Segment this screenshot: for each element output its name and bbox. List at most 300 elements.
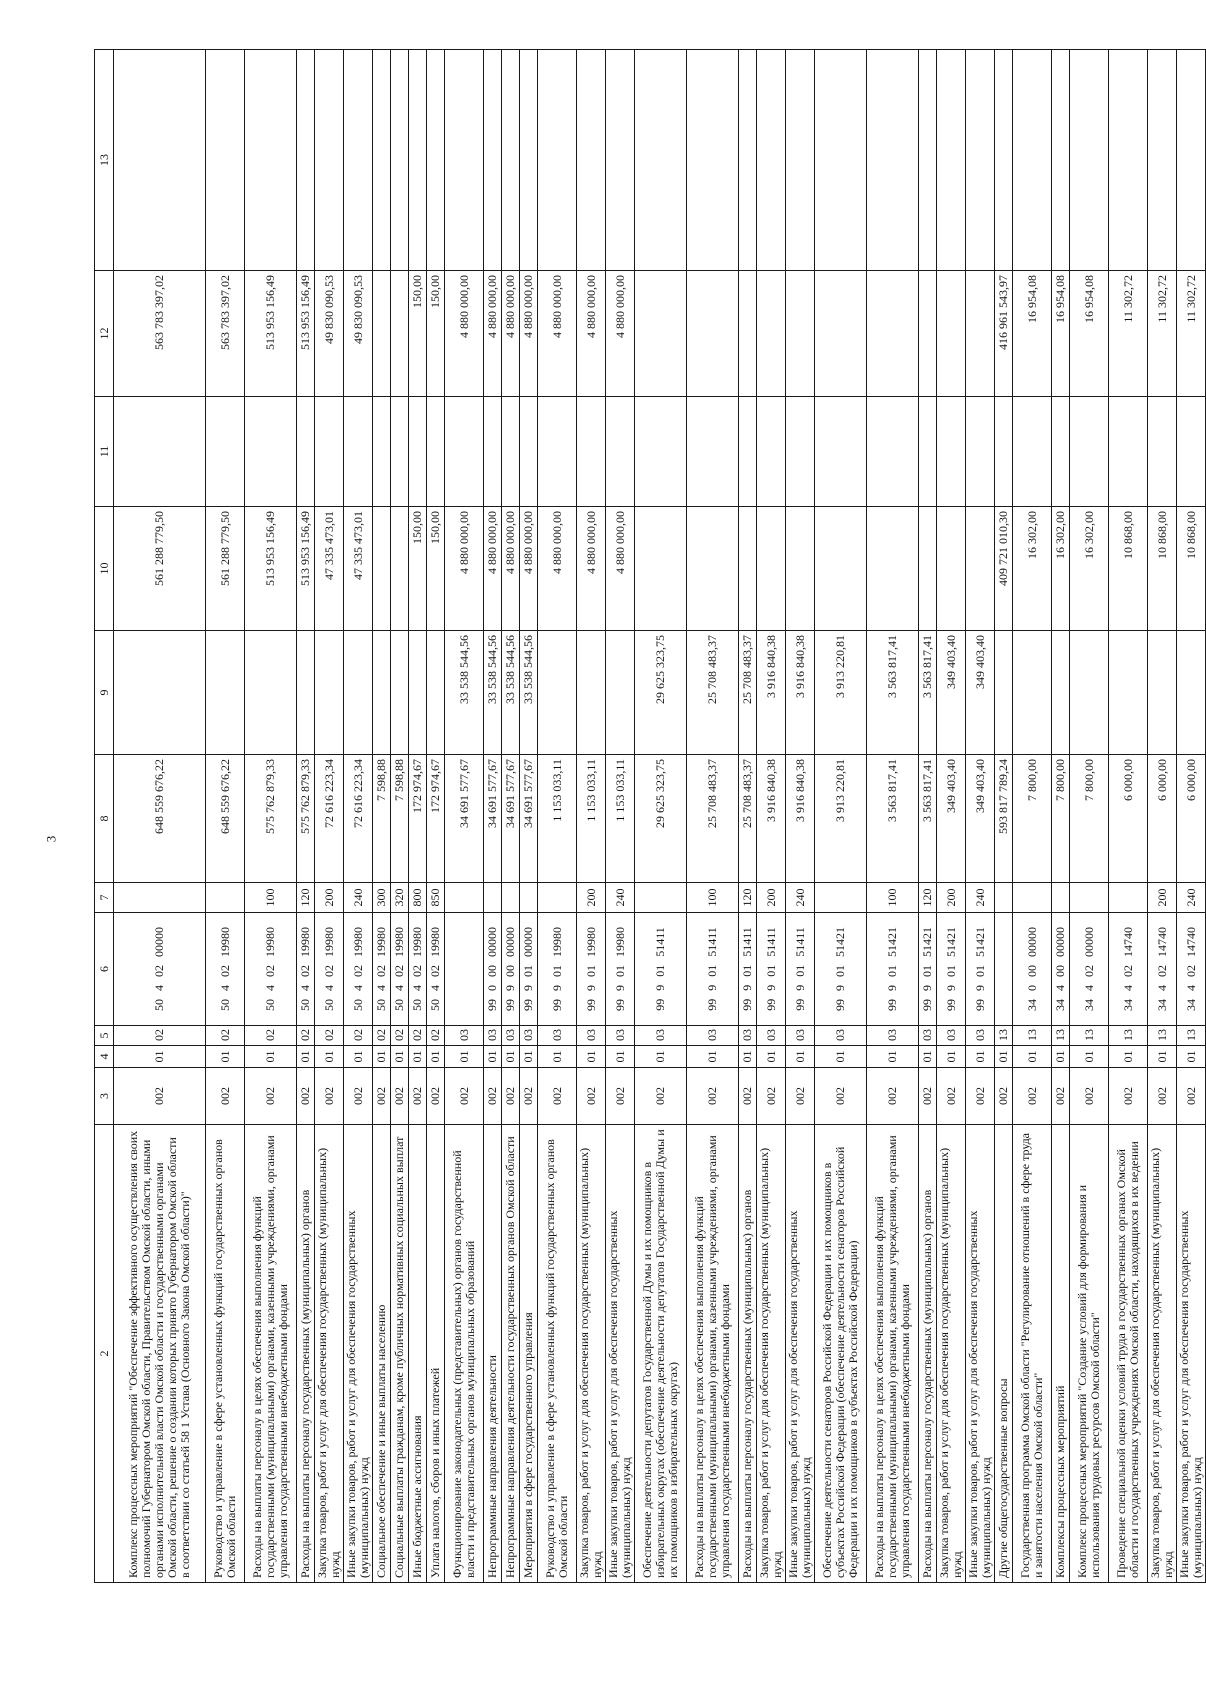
amount-col11 bbox=[409, 397, 427, 507]
csr-part: 19980 bbox=[298, 927, 312, 957]
row-name: Обеспечение деятельности депутатов Государственной Думы и их помощников в избирательных округах (обеспечение деятельности депутатов Государственной Думы и их помощников в избирательных округах) bbox=[635, 1125, 687, 1583]
csr-part: 4 bbox=[392, 985, 406, 991]
csr-part: 9 bbox=[521, 985, 535, 991]
amount-col10: 16 302,00 bbox=[1070, 507, 1109, 631]
table-row bbox=[757, 50, 786, 1583]
amount-col8: 25 708 483,37 bbox=[687, 755, 739, 883]
amount-col11 bbox=[815, 397, 867, 507]
amount-col8: 34 691 577,67 bbox=[502, 755, 520, 883]
amount-col12 bbox=[687, 271, 739, 397]
expense-type-code: 200 bbox=[1148, 883, 1177, 913]
row-name: Иные бюджетные ассигнования bbox=[409, 1125, 427, 1583]
amount-col9 bbox=[344, 631, 373, 755]
amount-col8: 172 974,67 bbox=[409, 755, 427, 883]
csr-part: 4 bbox=[1183, 985, 1198, 991]
amount-col12: 4 880 000,00 bbox=[502, 271, 520, 397]
subsection-code: 03 bbox=[484, 1026, 502, 1046]
csr-part: 34 bbox=[1120, 999, 1135, 1011]
section-code: 01 bbox=[1052, 1046, 1070, 1068]
csr-part: 99 bbox=[705, 998, 719, 1011]
amount-col10: 561 288 779,50 bbox=[114, 507, 206, 631]
expense-type-code: 320 bbox=[391, 883, 409, 913]
csr-part: 01 bbox=[583, 965, 598, 977]
csr-part: 50 bbox=[350, 999, 365, 1011]
csr-part: 19980 bbox=[612, 927, 627, 957]
subsection-code: 02 bbox=[373, 1026, 391, 1046]
row-name: Социальное обеспечение и иные выплаты населению bbox=[373, 1125, 391, 1583]
row-name: Социальные выплаты гражданам, кроме публичных нормативных социальных выплат bbox=[391, 1125, 409, 1583]
row-name: Иные закупки товаров, работ и услуг для обеспечения государственных (муниципальных) нужд bbox=[786, 1125, 815, 1583]
csr-part: 0 bbox=[1024, 985, 1039, 991]
csr-part: 51411 bbox=[740, 927, 754, 957]
csr-part: 00 bbox=[1053, 965, 1067, 977]
csr-part: 34 bbox=[1081, 999, 1096, 1011]
expense-type-code: 100 bbox=[245, 883, 297, 913]
csr-part: 02 bbox=[392, 965, 406, 977]
csr-part: 51411 bbox=[705, 927, 719, 957]
amount-col9: 25 708 483,37 bbox=[739, 631, 757, 755]
amount-col13 bbox=[1070, 50, 1109, 271]
csr-part: 02 bbox=[263, 965, 277, 977]
row-name: Расходы на выплаты персоналу в целях обеспечения выполнения функций государственными (муниципальными) органами, казенными учреждениями, органами управления государственными внебюджетными фондами bbox=[245, 1125, 297, 1583]
amount-col13 bbox=[687, 50, 739, 271]
subsection-code: 02 bbox=[297, 1026, 315, 1046]
ved-code: 002 bbox=[606, 1068, 635, 1125]
csr-part: 50 bbox=[152, 999, 166, 1011]
amount-col9: 29 625 323,75 bbox=[635, 631, 687, 755]
ved-code: 002 bbox=[1109, 1068, 1148, 1125]
target-article-code bbox=[815, 913, 867, 1026]
section-code: 01 bbox=[484, 1046, 502, 1068]
row-name: Проведение специальной оценки условий труда в государственных органах Омской области и государственных учреждениях Омской области, находящихся в их ведении bbox=[1109, 1125, 1148, 1583]
target-article-code bbox=[1148, 913, 1177, 1026]
amount-col12: 49 830 090,53 bbox=[344, 271, 373, 397]
amount-col12 bbox=[919, 271, 937, 397]
csr-part: 01 bbox=[943, 965, 958, 977]
ved-code: 002 bbox=[577, 1068, 606, 1125]
amount-col9 bbox=[373, 631, 391, 755]
amount-col10 bbox=[966, 507, 995, 631]
subsection-code: 03 bbox=[739, 1026, 757, 1046]
ved-code: 002 bbox=[206, 1068, 245, 1125]
csr-part: 02 bbox=[428, 965, 442, 977]
row-name: Расходы на выплаты персоналу в целях обеспечения выполнения функций государственными (муниципальными) органами, казенными учреждениями, органами управления государственными внебюджетными фондами bbox=[687, 1125, 739, 1583]
row-name: Непрограммные направления деятельности bbox=[484, 1125, 502, 1583]
amount-col10 bbox=[757, 507, 786, 631]
expense-type-code: 240 bbox=[344, 883, 373, 913]
csr-part: 14740 bbox=[1183, 927, 1198, 957]
target-article-code bbox=[245, 913, 297, 1026]
amount-col9 bbox=[606, 631, 635, 755]
target-article-code bbox=[114, 913, 206, 1026]
csr-part: 01 bbox=[833, 965, 847, 977]
csr-part: 51421 bbox=[885, 927, 899, 957]
expense-type-code bbox=[1070, 883, 1109, 913]
subsection-code: 13 bbox=[995, 1026, 1013, 1046]
amount-col12: 513 953 156,49 bbox=[297, 271, 315, 397]
amount-col9 bbox=[995, 631, 1013, 755]
row-name: Расходы на выплаты персоналу в целях обеспечения выполнения функций государственными (муниципальными) органами, казенными учреждениями, органами управления государственными внебюджетными фондами bbox=[867, 1125, 919, 1583]
subsection-code: 03 bbox=[635, 1026, 687, 1046]
target-article-code bbox=[1070, 913, 1109, 1026]
ved-code: 002 bbox=[786, 1068, 815, 1125]
amount-col12: 16 954,08 bbox=[1070, 271, 1109, 397]
csr-part: 9 bbox=[653, 984, 667, 991]
amount-col12 bbox=[966, 271, 995, 397]
amount-col9 bbox=[1013, 631, 1052, 755]
subsection-code: 03 bbox=[502, 1026, 520, 1046]
amount-col13 bbox=[867, 50, 919, 271]
amount-col9: 33 538 544,56 bbox=[484, 631, 502, 755]
csr-part: 02 bbox=[217, 965, 232, 977]
table-row bbox=[687, 50, 739, 1583]
subsection-code: 03 bbox=[445, 1026, 484, 1046]
section-code: 01 bbox=[520, 1046, 538, 1068]
ved-code: 002 bbox=[344, 1068, 373, 1125]
amount-col11 bbox=[373, 397, 391, 507]
section-code: 01 bbox=[739, 1046, 757, 1068]
ved-code: 002 bbox=[114, 1068, 206, 1125]
amount-col12: 563 783 397,02 bbox=[114, 271, 206, 397]
row-name: Закупка товаров, работ и услуг для обеспечения государственных (муниципальных) нужд bbox=[315, 1125, 344, 1583]
row-name: Функционирование законодательных (представительных) органов государственной власти и представительных органов муниципальных образований bbox=[445, 1125, 484, 1583]
amount-col12 bbox=[757, 271, 786, 397]
amount-col8: 72 616 223,34 bbox=[315, 755, 344, 883]
target-article-code bbox=[966, 913, 995, 1026]
amount-col8: 648 559 676,22 bbox=[206, 755, 245, 883]
ved-code: 002 bbox=[867, 1068, 919, 1125]
amount-col9: 3 916 840,38 bbox=[786, 631, 815, 755]
amount-col10: 409 721 010,30 bbox=[995, 507, 1013, 631]
section-code: 01 bbox=[409, 1046, 427, 1068]
section-code: 01 bbox=[373, 1046, 391, 1068]
csr-part: 19980 bbox=[549, 927, 564, 957]
amount-col8: 3 913 220,81 bbox=[815, 755, 867, 883]
csr-part: 02 bbox=[1120, 965, 1135, 977]
column-number: 8 bbox=[95, 755, 114, 883]
csr-part: 4 bbox=[321, 985, 336, 991]
csr-part: 19980 bbox=[321, 927, 336, 957]
table-row bbox=[520, 50, 538, 1583]
amount-col12 bbox=[635, 271, 687, 397]
csr-part: 00000 bbox=[503, 927, 517, 957]
amount-col12: 16 954,08 bbox=[1013, 271, 1052, 397]
csr-part: 50 bbox=[410, 999, 424, 1011]
amount-col9 bbox=[114, 631, 206, 755]
subsection-code: 02 bbox=[114, 1026, 206, 1046]
amount-col8: 593 817 789,24 bbox=[995, 755, 1013, 883]
table-row bbox=[1177, 50, 1206, 1583]
section-code: 01 bbox=[1070, 1046, 1109, 1068]
expense-type-code: 300 bbox=[373, 883, 391, 913]
ved-code: 002 bbox=[445, 1068, 484, 1125]
csr-part: 9 bbox=[705, 984, 719, 991]
section-code: 01 bbox=[937, 1046, 966, 1068]
target-article-code bbox=[538, 913, 577, 1026]
ved-code: 002 bbox=[373, 1068, 391, 1125]
amount-col11 bbox=[297, 397, 315, 507]
amount-col11 bbox=[502, 397, 520, 507]
amount-col11 bbox=[937, 397, 966, 507]
ved-code: 002 bbox=[245, 1068, 297, 1125]
amount-col11 bbox=[427, 397, 445, 507]
csr-part: 4 bbox=[410, 985, 424, 991]
amount-col11 bbox=[966, 397, 995, 507]
amount-col13 bbox=[757, 50, 786, 271]
amount-col10: 513 953 156,49 bbox=[297, 507, 315, 631]
row-name: Закупка товаров, работ и услуг для обеспечения государственных (муниципальных) нужд bbox=[1148, 1125, 1177, 1583]
expense-type-code bbox=[1109, 883, 1148, 913]
amount-col10 bbox=[937, 507, 966, 631]
csr-part: 51421 bbox=[943, 927, 958, 957]
amount-col10: 150,00 bbox=[409, 507, 427, 631]
ved-code: 002 bbox=[315, 1068, 344, 1125]
amount-col8: 7 800,00 bbox=[1070, 755, 1109, 883]
amount-col8: 1 153 033,11 bbox=[606, 755, 635, 883]
ved-code: 002 bbox=[815, 1068, 867, 1125]
ved-code: 002 bbox=[502, 1068, 520, 1125]
amount-col10: 4 880 000,00 bbox=[520, 507, 538, 631]
row-name: Иные закупки товаров, работ и услуг для обеспечения государственных (муниципальных) нужд bbox=[606, 1125, 635, 1583]
amount-col9: 33 538 544,56 bbox=[502, 631, 520, 755]
section-code: 01 bbox=[445, 1046, 484, 1068]
amount-col9: 3 563 817,41 bbox=[919, 631, 937, 755]
amount-col10: 47 335 473,01 bbox=[344, 507, 373, 631]
csr-part: 9 bbox=[792, 984, 807, 991]
csr-part: 50 bbox=[217, 999, 232, 1011]
amount-col12: 49 830 090,53 bbox=[315, 271, 344, 397]
amount-col13 bbox=[739, 50, 757, 271]
target-article-code bbox=[409, 913, 427, 1026]
expense-type-code: 240 bbox=[606, 883, 635, 913]
amount-col9: 33 538 544,56 bbox=[445, 631, 484, 755]
csr-part: 34 bbox=[1053, 999, 1067, 1011]
amount-col8: 7 800,00 bbox=[1013, 755, 1052, 883]
section-code: 01 bbox=[1109, 1046, 1148, 1068]
row-name: Иные закупки товаров, работ и услуг для обеспечения государственных (муниципальных) нужд bbox=[1177, 1125, 1206, 1583]
subsection-code: 02 bbox=[344, 1026, 373, 1046]
amount-col12: 11 302,72 bbox=[1148, 271, 1177, 397]
csr-part: 19980 bbox=[263, 927, 277, 957]
amount-col11 bbox=[1109, 397, 1148, 507]
row-name: Руководство и управление в сфере установленных функций государственных органов Омской области bbox=[538, 1125, 577, 1583]
ved-code: 002 bbox=[995, 1068, 1013, 1125]
amount-col9 bbox=[391, 631, 409, 755]
target-article-code bbox=[391, 913, 409, 1026]
amount-col12: 4 880 000,00 bbox=[577, 271, 606, 397]
amount-col12: 16 954,08 bbox=[1052, 271, 1070, 397]
amount-col11 bbox=[445, 397, 484, 507]
csr-part: 19980 bbox=[410, 927, 424, 957]
amount-col10 bbox=[739, 507, 757, 631]
section-code: 01 bbox=[606, 1046, 635, 1068]
expense-type-code bbox=[502, 883, 520, 913]
csr-part: 19980 bbox=[217, 927, 232, 957]
amount-col10: 4 880 000,00 bbox=[606, 507, 635, 631]
subsection-code: 03 bbox=[937, 1026, 966, 1046]
amount-col12: 4 880 000,00 bbox=[445, 271, 484, 397]
amount-col8: 6 000,00 bbox=[1148, 755, 1177, 883]
target-article-code bbox=[919, 913, 937, 1026]
csr-part: 99 bbox=[885, 999, 899, 1011]
expense-type-code bbox=[206, 883, 245, 913]
section-code: 01 bbox=[919, 1046, 937, 1068]
subsection-code: 03 bbox=[520, 1026, 538, 1046]
csr-part: 99 bbox=[740, 998, 754, 1011]
column-number: 7 bbox=[95, 883, 114, 913]
amount-col13 bbox=[391, 50, 409, 271]
csr-part: 99 bbox=[521, 999, 535, 1011]
target-article-code bbox=[373, 913, 391, 1026]
csr-part: 51421 bbox=[920, 927, 934, 957]
ved-code: 002 bbox=[757, 1068, 786, 1125]
expense-type-code: 100 bbox=[867, 883, 919, 913]
column-number: 2 bbox=[95, 1125, 114, 1583]
target-article-code bbox=[687, 913, 739, 1026]
amount-col9 bbox=[409, 631, 427, 755]
subsection-code: 02 bbox=[315, 1026, 344, 1046]
table-body bbox=[95, 50, 1206, 1583]
csr-part: 4 bbox=[298, 985, 312, 991]
csr-part: 99 bbox=[792, 998, 807, 1011]
amount-col8: 29 625 323,75 bbox=[635, 755, 687, 883]
section-code: 01 bbox=[206, 1046, 245, 1068]
target-article-code bbox=[520, 913, 538, 1026]
csr-part: 4 bbox=[374, 985, 388, 991]
csr-part: 14740 bbox=[1154, 927, 1169, 957]
amount-col9 bbox=[427, 631, 445, 755]
expense-type-code bbox=[520, 883, 538, 913]
amount-col13 bbox=[114, 50, 206, 271]
amount-col8: 7 598,88 bbox=[373, 755, 391, 883]
csr-part: 50 bbox=[374, 999, 388, 1011]
column-number: 9 bbox=[95, 631, 114, 755]
subsection-code: 02 bbox=[391, 1026, 409, 1046]
csr-part: 99 bbox=[485, 999, 499, 1011]
target-article-code bbox=[344, 913, 373, 1026]
amount-col8: 72 616 223,34 bbox=[344, 755, 373, 883]
amount-col10: 4 880 000,00 bbox=[445, 507, 484, 631]
section-code: 01 bbox=[344, 1046, 373, 1068]
section-code: 01 bbox=[966, 1046, 995, 1068]
row-name: Уплата налогов, сборов и иных платежей bbox=[427, 1125, 445, 1583]
ved-code: 002 bbox=[1177, 1068, 1206, 1125]
amount-col11 bbox=[114, 397, 206, 507]
table-row bbox=[409, 50, 427, 1583]
amount-col13 bbox=[373, 50, 391, 271]
target-article-code bbox=[757, 913, 786, 1026]
amount-col9: 349 403,40 bbox=[966, 631, 995, 755]
section-code: 01 bbox=[1177, 1046, 1206, 1068]
csr-part: 9 bbox=[833, 985, 847, 991]
amount-col11 bbox=[391, 397, 409, 507]
csr-part: 9 bbox=[549, 985, 564, 991]
csr-part: 00000 bbox=[1024, 927, 1039, 957]
row-name: Мероприятия в сфере государственного управления bbox=[520, 1125, 538, 1583]
csr-part: 9 bbox=[740, 984, 754, 991]
amount-col10: 10 868,00 bbox=[1177, 507, 1206, 631]
amount-col10 bbox=[786, 507, 815, 631]
amount-col11 bbox=[344, 397, 373, 507]
csr-part: 9 bbox=[763, 984, 778, 991]
expense-type-code: 200 bbox=[937, 883, 966, 913]
amount-col13 bbox=[502, 50, 520, 271]
amount-col13 bbox=[344, 50, 373, 271]
csr-part: 00000 bbox=[1081, 927, 1096, 957]
expense-type-code bbox=[538, 883, 577, 913]
amount-col13 bbox=[315, 50, 344, 271]
subsection-code: 03 bbox=[815, 1026, 867, 1046]
amount-col13 bbox=[919, 50, 937, 271]
csr-part: 99 bbox=[583, 999, 598, 1011]
amount-col13 bbox=[245, 50, 297, 271]
amount-col11 bbox=[1070, 397, 1109, 507]
subsection-code: 13 bbox=[1070, 1026, 1109, 1046]
amount-col12: 150,00 bbox=[427, 271, 445, 397]
expense-type-code bbox=[445, 883, 484, 913]
amount-col10: 150,00 bbox=[427, 507, 445, 631]
ved-code: 002 bbox=[520, 1068, 538, 1125]
csr-part: 19980 bbox=[428, 927, 442, 957]
csr-part: 99 bbox=[943, 999, 958, 1011]
subsection-code: 03 bbox=[867, 1026, 919, 1046]
csr-part: 00000 bbox=[485, 927, 499, 957]
target-article-code bbox=[1052, 913, 1070, 1026]
rotated-table-container bbox=[94, 50, 1204, 1583]
amount-col11 bbox=[538, 397, 577, 507]
table-row bbox=[919, 50, 937, 1583]
row-name: Иные закупки товаров, работ и услуг для обеспечения государственных (муниципальных) нужд bbox=[966, 1125, 995, 1583]
table-row bbox=[1052, 50, 1070, 1583]
expense-type-code bbox=[114, 883, 206, 913]
csr-part: 02 bbox=[321, 965, 336, 977]
subsection-code: 03 bbox=[966, 1026, 995, 1046]
target-article-code bbox=[739, 913, 757, 1026]
amount-col8: 34 691 577,67 bbox=[520, 755, 538, 883]
amount-col10 bbox=[391, 507, 409, 631]
amount-col13 bbox=[538, 50, 577, 271]
csr-part: 99 bbox=[612, 999, 627, 1011]
amount-col12 bbox=[815, 271, 867, 397]
amount-col13 bbox=[966, 50, 995, 271]
expense-type-code: 100 bbox=[687, 883, 739, 913]
expense-type-code: 200 bbox=[577, 883, 606, 913]
amount-col8: 6 000,00 bbox=[1177, 755, 1206, 883]
amount-col9: 3 913 220,81 bbox=[815, 631, 867, 755]
csr-part: 99 bbox=[653, 998, 667, 1011]
ved-code: 002 bbox=[297, 1068, 315, 1125]
amount-col10 bbox=[919, 507, 937, 631]
amount-col11 bbox=[577, 397, 606, 507]
csr-part: 4 bbox=[263, 985, 277, 991]
row-name: Закупка товаров, работ и услуг для обеспечения государственных (муниципальных) нужд bbox=[577, 1125, 606, 1583]
amount-col8: 3 563 817,41 bbox=[919, 755, 937, 883]
csr-part: 51421 bbox=[972, 927, 987, 957]
table-row bbox=[484, 50, 502, 1583]
csr-part: 02 bbox=[1081, 965, 1096, 977]
amount-col8: 25 708 483,37 bbox=[739, 755, 757, 883]
amount-col9 bbox=[538, 631, 577, 755]
amount-col11 bbox=[739, 397, 757, 507]
subsection-code: 03 bbox=[919, 1026, 937, 1046]
section-code: 01 bbox=[502, 1046, 520, 1068]
ved-code: 002 bbox=[1052, 1068, 1070, 1125]
row-name: Закупка товаров, работ и услуг для обеспечения государственных (муниципальных) нужд bbox=[757, 1125, 786, 1583]
section-code: 01 bbox=[635, 1046, 687, 1068]
amount-col8: 3 916 840,38 bbox=[757, 755, 786, 883]
amount-col11 bbox=[484, 397, 502, 507]
amount-col10: 16 302,00 bbox=[1013, 507, 1052, 631]
